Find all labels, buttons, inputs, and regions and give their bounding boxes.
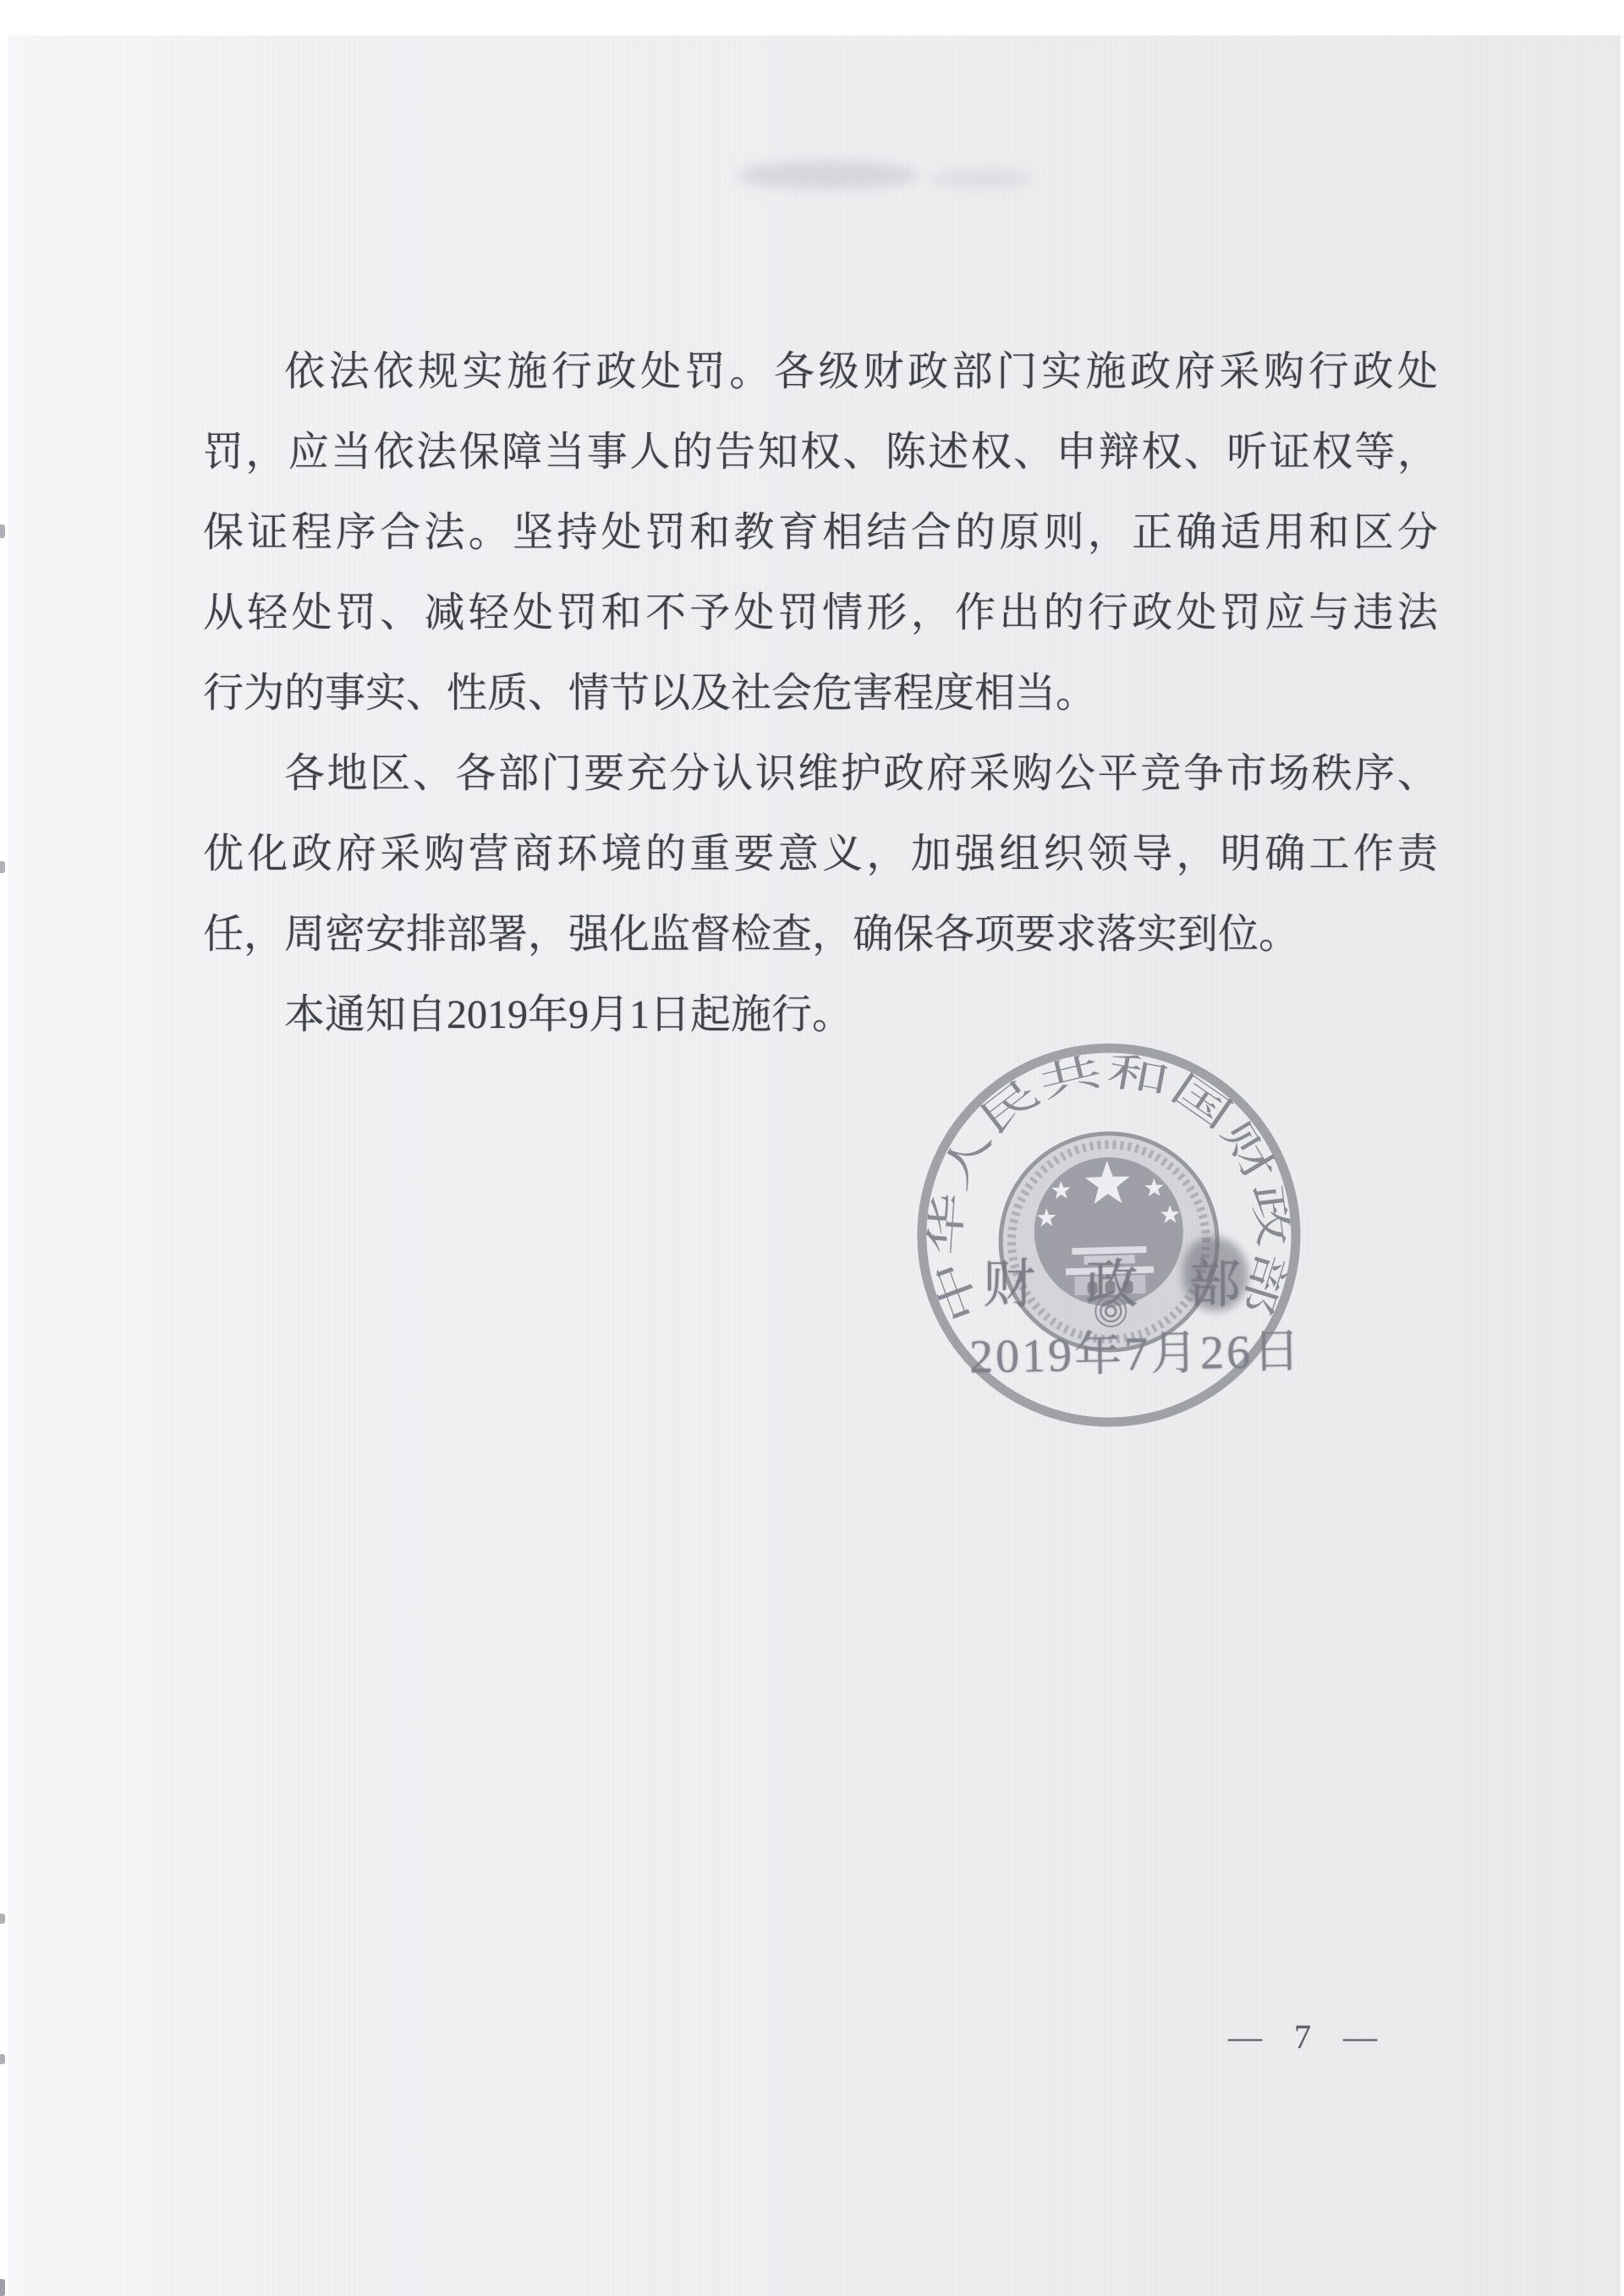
scan-smudge (738, 161, 919, 190)
text-line: 保证程序合法。坚持处罚和教育相结合的原则，正确适用和区分 (203, 510, 1438, 555)
document-text-block (203, 332, 1438, 1055)
text-line: 各地区、各部门要充分认识维护政府采购公平竞争市场秩序、 (284, 751, 1438, 796)
page-number: — 7 — (1228, 2018, 1389, 2056)
seal-arc-text: 中华人民共和国财政部 (923, 1048, 1294, 1328)
seal-date: 2019年7月26日 (968, 1325, 1303, 1384)
scan-speck (0, 2054, 5, 2064)
scan-speck (0, 1914, 5, 1924)
text-line: 依法依规实施行政处罚。各级财政部门实施政府采购行政处 (284, 349, 1438, 394)
text-line: 从轻处罚、减轻处罚和不予处罚情形，作出的行政处罚应与违法 (203, 590, 1438, 635)
scan-speck (0, 861, 5, 873)
text-line: 任，周密安排部署，强化监督检查，确保各项要求落实到位。 (203, 912, 1300, 957)
text-line: 罚，应当依法保障当事人的告知权、陈述权、申辩权、听证权等， (203, 430, 1438, 475)
text-line: 本通知自2019年9月1日起施行。 (284, 992, 853, 1037)
text-line: 行为的事实、性质、情节以及社会危害程度相当。 (203, 671, 1097, 716)
scan-speck (0, 2279, 5, 2296)
scan-speck (0, 525, 5, 538)
scan-smudge (930, 169, 1032, 188)
seal-inner-text: 财 政 部 (983, 1256, 1260, 1314)
text-line: 优化政府采购营商环境的重要意义，加强组织领导，明确工作责 (203, 832, 1438, 876)
